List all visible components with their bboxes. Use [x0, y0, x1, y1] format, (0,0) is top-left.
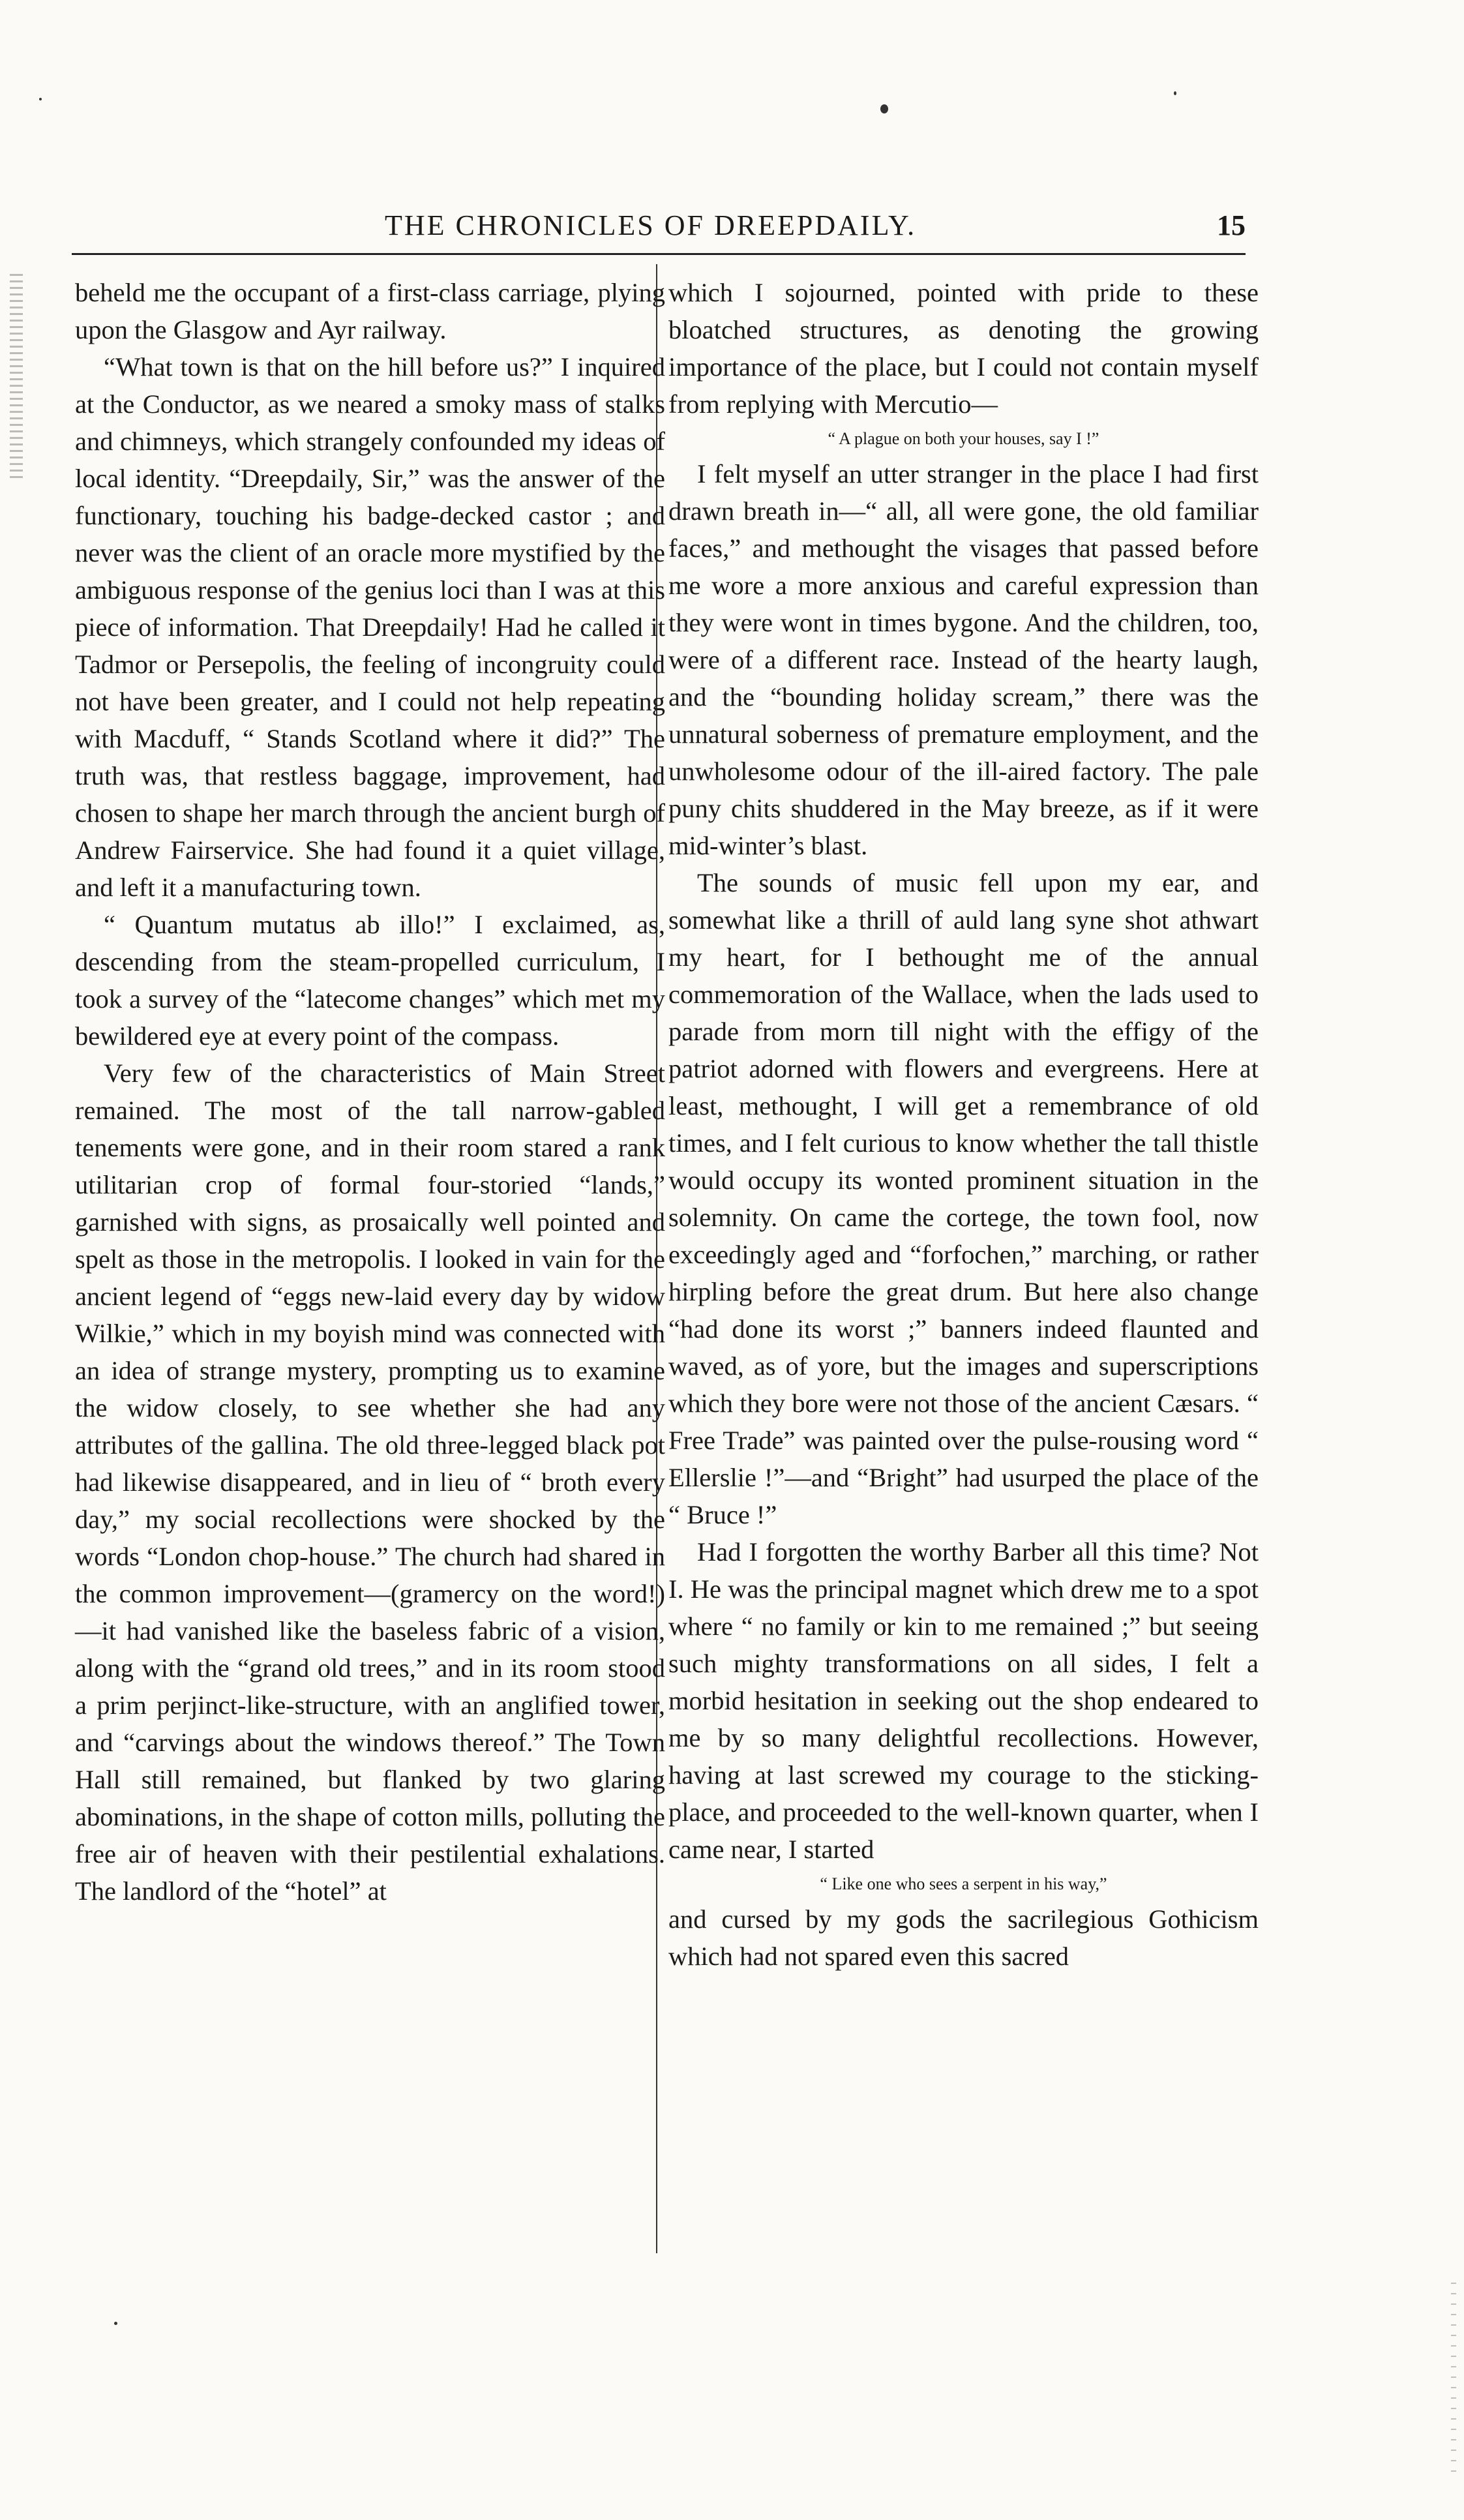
paragraph: and cursed by my gods the sacrilegious Gothicism which had not spared even this sacred — [668, 1904, 1259, 1971]
ink-speck — [880, 104, 888, 113]
paragraph: Very few of the characteristics of Main Street remained. The most of the tall narrow-gabled tenements were gone, and in their room stared a rank utilitarian crop of formal four-storied “lands,” garnished with signs, as prosaically well pointed and spelt as those in the metropolis. I looked in vain for the ancient legend of “eggs new-laid every day by widow Wilkie,” which in my boyish mind was connected with an idea of strange mystery, prompting us to examine the widow closely, to see whether she had any attributes of the gallina. The old three-legged black pot had likewise disappeared, and in lieu of “ broth every day,” my social recollections were shocked by the words “London chop-house.” The church had shared in the common improvement—(gramercy on the word!)—it had vanished like the baseless fabric of a vision, along with the “grand old trees,” and in its room stood a prim perjinct-like-structure, with an anglified tower, and “carvings about the windows thereof.” The Town Hall still remained, but flanked by two glaring abominations, in the shape of cotton mills, polluting the free air of heaven with their pestilential exhalations. The landlord of the “hotel” at — [75, 1058, 665, 1906]
running-title: THE CHRONICLES OF DREEPDAILY. — [385, 209, 917, 241]
verse-quote: “ A plague on both your houses, say I !” — [828, 429, 1099, 448]
paragraph: The sounds of music fell upon my ear, and somewhat like a thrill of auld lang syne shot athwart my heart, for I bethought me of the annual commemoration of the Wallace, when the lads used to parade from morn till night with the effigy of the patriot adorned with flowers and evergreens. Here at least, methought, I will get a remembrance of old times, and I felt curious to know whether the tall thistle would occupy its wonted prominent situation in the solemnity. On came the cortege, the town fool, now exceedingly aged and “forfochen,” marching, or rather hirpling before the great drum. But here also change “had done its worst ;” banners indeed flaunted and waved, as of yore, but the images and superscriptions which they bore were not those of the ancient Cæsars. “ Free Trade” was painted over the pulse-rousing word “ Ellerslie !”—and “Bright” had usurped the place of the “ Bruce !” — [668, 868, 1259, 1529]
page-number: 15 — [1217, 209, 1246, 241]
paragraph: I felt myself an utter stranger in the place I had first drawn breath in—“ all, all were gone, the old familiar faces,” and methought the visages that passed before me wore a more anxious and careful expression than they were wont in times bygone. And the children, too, were of a different race. Instead of the hearty laugh, and the “bounding holiday scream,” there was the unnatural soberness of premature employment, and the unwholesome odour of the ill-aired factory. The pale puny chits shuddered in the May breeze, as if it were mid-winter’s blast. — [668, 459, 1259, 860]
header-rule — [72, 253, 1246, 255]
margin-dots — [1451, 2283, 1456, 2478]
ink-speck — [1174, 91, 1176, 95]
paragraph: “ Quantum mutatus ab illo!” I exclaimed, as, descending from the steam-propelled curriculum, I took a survey of the “latecome changes” which met my bewildered eye at every point of the compass. — [75, 910, 665, 1051]
paragraph: which I sojourned, pointed with pride to these bloatched structures, as denoting the growing importance of the place, but I could not contain myself from replying with Mercutio— — [668, 278, 1259, 419]
ink-speck — [114, 2322, 117, 2325]
left-column — [75, 274, 665, 1910]
running-header — [72, 209, 1246, 254]
paragraph: beheld me the occupant of a first-class carriage, plying upon the Glasgow and Ayr railway. — [75, 278, 665, 344]
margin-binding-marks — [10, 274, 23, 483]
verse-quote: “ Like one who sees a serpent in his way,” — [820, 1874, 1107, 1893]
right-column — [668, 274, 1259, 1975]
paragraph: “What town is that on the hill before us?” I inquired at the Conductor, as we neared a smoky mass of stalks and chimneys, which strangely confounded my ideas of local identity. “Dreepdaily, Sir,” was the answer of the functionary, touching his badge-decked castor ; and never was the client of an oracle more mystified by the ambiguous response of the genius loci than I was at this piece of information. That Dreepdaily! Had he called it Tadmor or Persepolis, the feeling of incongruity could not have been greater, and I could not help repeating with Macduff, “ Stands Scotland where it did?” The truth was, that restless baggage, improvement, had chosen to shape her march through the ancient burgh of Andrew Fairservice. She had found it a quiet village, and left it a manufacturing town. — [75, 352, 665, 902]
paragraph: Had I forgotten the worthy Barber all this time? Not I. He was the principal magnet which drew me to a spot where “ no family or kin to me remained ;” but seeing such mighty transformations on all sides, I felt a morbid hesitation in seeking out the shop endeared to me by so many delightful recollections. However, having at last screwed my courage to the sticking-place, and proceeded to the well-known quarter, when I came near, I started — [668, 1537, 1259, 1864]
ink-speck — [39, 98, 42, 100]
